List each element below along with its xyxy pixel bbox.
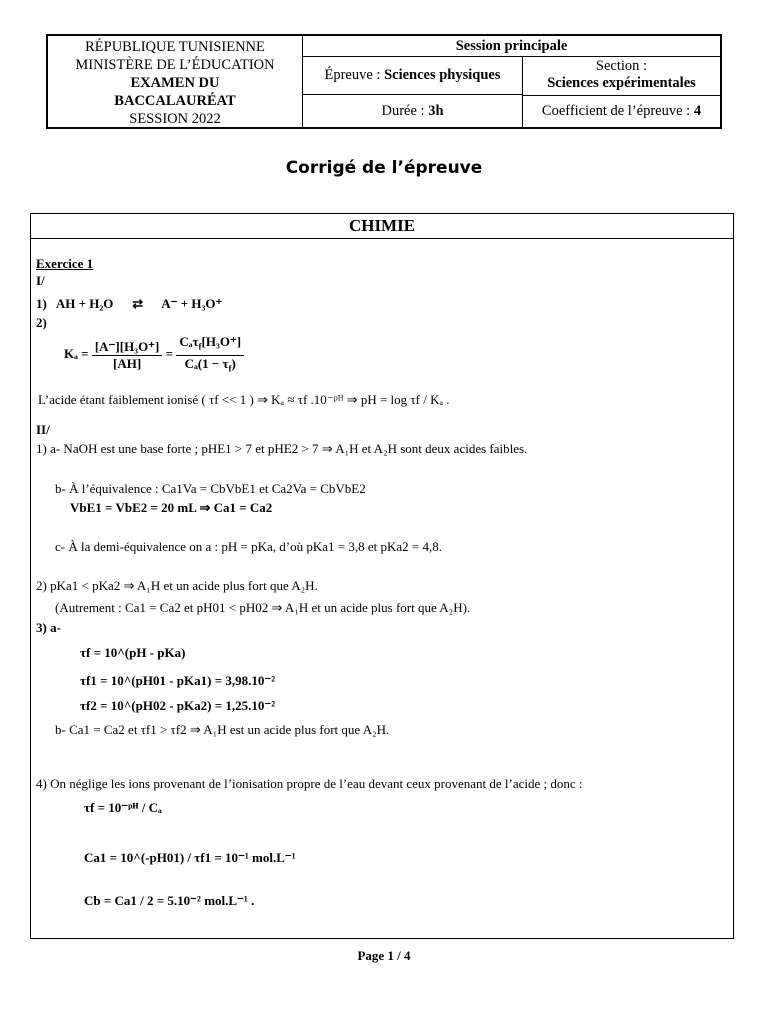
- eq-right: A⁻ + H₃O⁺: [161, 296, 223, 311]
- cb-formula: Cb = Ca1 / 2 = 5.10⁻² mol.L⁻¹ .: [84, 893, 255, 908]
- coef-value: 4: [693, 103, 702, 119]
- header-institution: [48, 36, 303, 129]
- part-2-label: II/: [36, 422, 50, 437]
- page-number: Page 1 / 4: [357, 948, 411, 963]
- session-cell: Session principale: [303, 36, 720, 57]
- ka-fraction-2: $\frac{C_a\tau_f[H_3O^+]}{C_a(1 - \tau_f)}$: [176, 334, 244, 376]
- epreuve-value: Sciences physiques: [384, 67, 501, 83]
- q3b-line: b- Ca1 = Ca2 et τf1 > τf2 ⇒ A₁H est un acide plus fort que A₂H.: [55, 722, 390, 737]
- q1-equation: [36, 296, 222, 312]
- ca1-formula: Ca1 = 10^(-pH01) / τf1 = 10⁻¹ mol.L⁻¹: [84, 850, 296, 865]
- header-table: [46, 34, 722, 129]
- header-line-4: BACCALAURÉAT: [114, 93, 236, 109]
- ka-expression: Kₐ = $\frac{\text{[A⁻][H₃O⁺]}}{[AH]}$ = $\frac{C_a\tau_f[H_3O^+]}{C_a(1 - \tau_f)}$: [64, 334, 244, 376]
- q2a-line: 2) pKa1 < pKa2 ⇒ A₁H et un acide plus fort que A₂H.: [36, 578, 318, 593]
- coef-cell: [523, 95, 720, 127]
- q1b-line-1: b- À l’équivalence : Ca1Va = CbVbE1 et Ca2Va = CbVbE2: [55, 481, 366, 496]
- header-line-2: MINISTÈRE DE L’ÉDUCATION: [75, 57, 275, 73]
- section-cell: [523, 57, 720, 96]
- q4-line: 4) On néglige les ions provenant de l’ionisation propre de l’eau devant ceux provenant de l’acide ; donc :: [36, 776, 583, 791]
- tau-f-formula: τf = 10⁻ᵖᴴ / Cₐ: [84, 800, 162, 815]
- epreuve-cell: [303, 57, 523, 95]
- duree-cell: [303, 95, 523, 127]
- tau2-value: τf2 = 10^(pH02 - pKa2) = 1,25.10⁻²: [80, 698, 276, 713]
- tau-formula: τf = 10^(pH - pKa): [80, 645, 186, 660]
- equilibrium-arrow-icon: ⇄: [132, 296, 144, 311]
- eq-left: AH + H₂O: [55, 296, 114, 311]
- duree-value: 3h: [428, 103, 444, 119]
- q2b-line: (Autrement : Ca1 = Ca2 et pH01 < pH02 ⇒ A₁H et un acide plus fort que A₂H).: [55, 600, 471, 615]
- q2-label: 2): [36, 315, 47, 330]
- coef-label: Coefficient de l’épreuve :: [541, 103, 694, 119]
- header-line-5: SESSION 2022: [129, 111, 221, 127]
- q1a-line: 1) a- NaOH est une base forte ; pHE1 > 7 et pHE2 > 7 ⇒ A₁H et A₂H sont deux acides faibles.: [36, 441, 528, 456]
- page-title: Corrigé de l’épreuve: [285, 158, 483, 178]
- header-line-1: RÉPUBLIQUE TUNISIENNE: [85, 39, 265, 55]
- tau1-value: τf1 = 10^(pH01 - pKa1) = 3,98.10⁻²: [80, 673, 276, 688]
- exercise-title: Exercice 1: [36, 256, 94, 271]
- q3-label: 3) a-: [36, 620, 61, 635]
- q1c-line: c- À la demi-équivalence on a : pH = pKa, d’où pKa1 = 3,8 et pKa2 = 4,8.: [55, 539, 442, 554]
- ka-label: Kₐ =: [64, 346, 89, 362]
- chimie-section: [30, 213, 734, 939]
- approx-line: L’acide étant faiblement ionisé ( τf << 1 ) ⇒ Kₐ ≈ τf .10⁻ᵖᴴ ⇒ pH = log τf / Kₐ .: [38, 392, 450, 407]
- q1b-line-2: VbE1 = VbE2 = 20 mL ⇒ Ca1 = Ca2: [70, 500, 273, 515]
- header-line-3: EXAMEN DU: [130, 75, 220, 91]
- q1-num: 1): [36, 296, 47, 311]
- duree-label: Durée :: [381, 103, 429, 119]
- section-value: Sciences expérimentales: [547, 75, 696, 91]
- ka-fraction-1: $\frac{\text{[A⁻][H₃O⁺]}}{[AH]}$: [92, 339, 163, 372]
- epreuve-label: Épreuve :: [324, 67, 385, 83]
- part-1-label: I/: [36, 273, 45, 288]
- section-banner: CHIMIE: [31, 214, 733, 239]
- section-label: Section :: [595, 58, 648, 74]
